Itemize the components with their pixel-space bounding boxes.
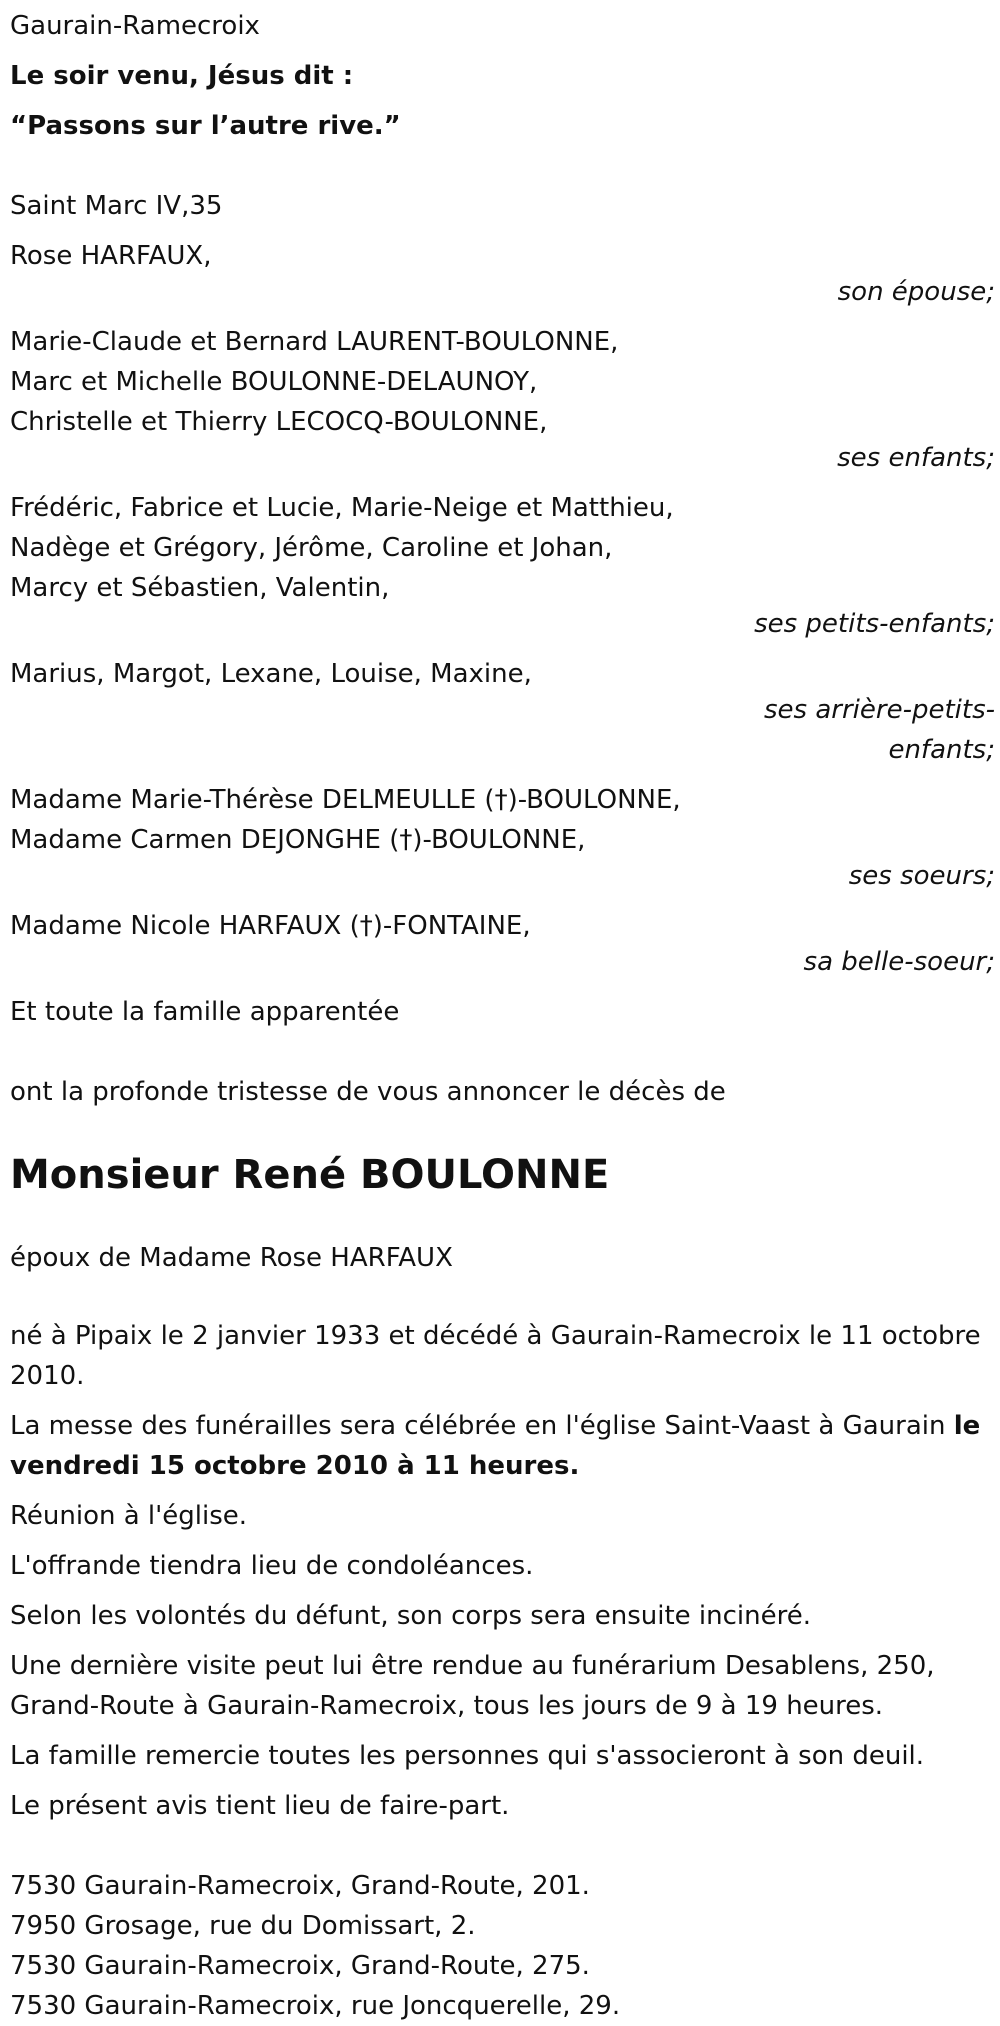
quote-reference: Saint Marc IV,35 [10, 191, 223, 221]
family-name-line: Christelle et Thierry LECOCQ-BOULONNE, [10, 407, 548, 437]
family-name-line: Madame Nicole HARFAUX (†)-FONTAINE, [10, 911, 531, 941]
family-name-line: Rose HARFAUX, [10, 241, 212, 271]
address-line: 7530 Gaurain-Ramecroix, rue Joncquerelle, 29. [10, 1991, 621, 2021]
address-list [10, 1866, 995, 2026]
obituary-content [10, 6, 995, 2026]
family-closing: Et toute la famille apparentée [10, 997, 400, 1027]
family-name-line: Frédéric, Fabrice et Lucie, Marie-Neige et Matthieu, [10, 493, 674, 523]
address-line: 7950 Grosage, rue du Domissart, 2. [10, 1911, 476, 1941]
family-group-sister-in-law [10, 906, 995, 982]
family-group-children [10, 322, 995, 478]
family-role: ses petits-enfants; [754, 609, 995, 639]
funeral-date: le vendredi 15 octobre 2010 à 11 heures. [10, 1411, 981, 1481]
detail-line: Le présent avis tient lieu de faire-part. [10, 1791, 510, 1821]
detail-line: Réunion à l'église. [10, 1501, 248, 1531]
funeral-details [10, 1406, 995, 1486]
family-name-line: Nadège et Grégory, Jérôme, Caroline et Johan, [10, 533, 613, 563]
spouse-line: époux de Madame Rose HARFAUX [10, 1243, 453, 1273]
detail-line: Une dernière visite peut lui être rendue au funérarium Desablens, 250, Grand-Route à Gaurain-Ramecroix, tous les jours de 9 à 19 heures. [10, 1651, 935, 1721]
family-role: ses soeurs; [848, 861, 995, 891]
announcement-text: ont la profonde tristesse de vous annoncer le décès de [10, 1077, 726, 1107]
location-header: Gaurain-Ramecroix [10, 11, 260, 41]
family-group-great-grandchildren [10, 654, 995, 770]
funeral-text: La messe des funérailles sera célébrée en l'église Saint-Vaast à Gaurain [10, 1411, 954, 1441]
quote-line-1: Le soir venu, Jésus dit : [10, 61, 354, 91]
family-name-line: Marie-Claude et Bernard LAURENT-BOULONNE, [10, 327, 619, 357]
birth-death-line: né à Pipaix le 2 janvier 1933 et décédé à Gaurain-Ramecroix le 11 octobre 2010. [10, 1321, 981, 1391]
family-name-line: Marcy et Sébastien, Valentin, [10, 573, 390, 603]
detail-line: La famille remercie toutes les personnes qui s'associeront à son deuil. [10, 1741, 925, 1771]
family-name-line: Marc et Michelle BOULONNE-DELAUNOY, [10, 367, 538, 397]
deceased-name: Monsieur René BOULONNE [10, 1152, 610, 1198]
family-name-line: Madame Marie-Thérèse DELMEULLE (†)-BOULONNE, [10, 785, 681, 815]
family-role: son épouse; [837, 277, 995, 307]
family-group-spouse [10, 236, 995, 312]
family-role: ses arrière-petits- [764, 695, 995, 725]
family-role: ses enfants; [837, 443, 995, 473]
family-group-grandchildren [10, 488, 995, 644]
family-name-line: Madame Carmen DEJONGHE (†)-BOULONNE, [10, 825, 586, 855]
detail-line: L'offrande tiendra lieu de condoléances. [10, 1551, 534, 1581]
family-name-line: Marius, Margot, Lexane, Louise, Maxine, [10, 659, 532, 689]
quote-line-2: “Passons sur l’autre rive.” [10, 111, 401, 141]
address-line: 7530 Gaurain-Ramecroix, Grand-Route, 275. [10, 1951, 590, 1981]
family-role: sa belle-soeur; [803, 947, 995, 977]
detail-line: Selon les volontés du défunt, son corps sera ensuite incinéré. [10, 1601, 811, 1631]
family-group-sisters [10, 780, 995, 896]
family-role: enfants; [888, 735, 995, 765]
address-line: 7530 Gaurain-Ramecroix, Grand-Route, 201. [10, 1871, 590, 1901]
